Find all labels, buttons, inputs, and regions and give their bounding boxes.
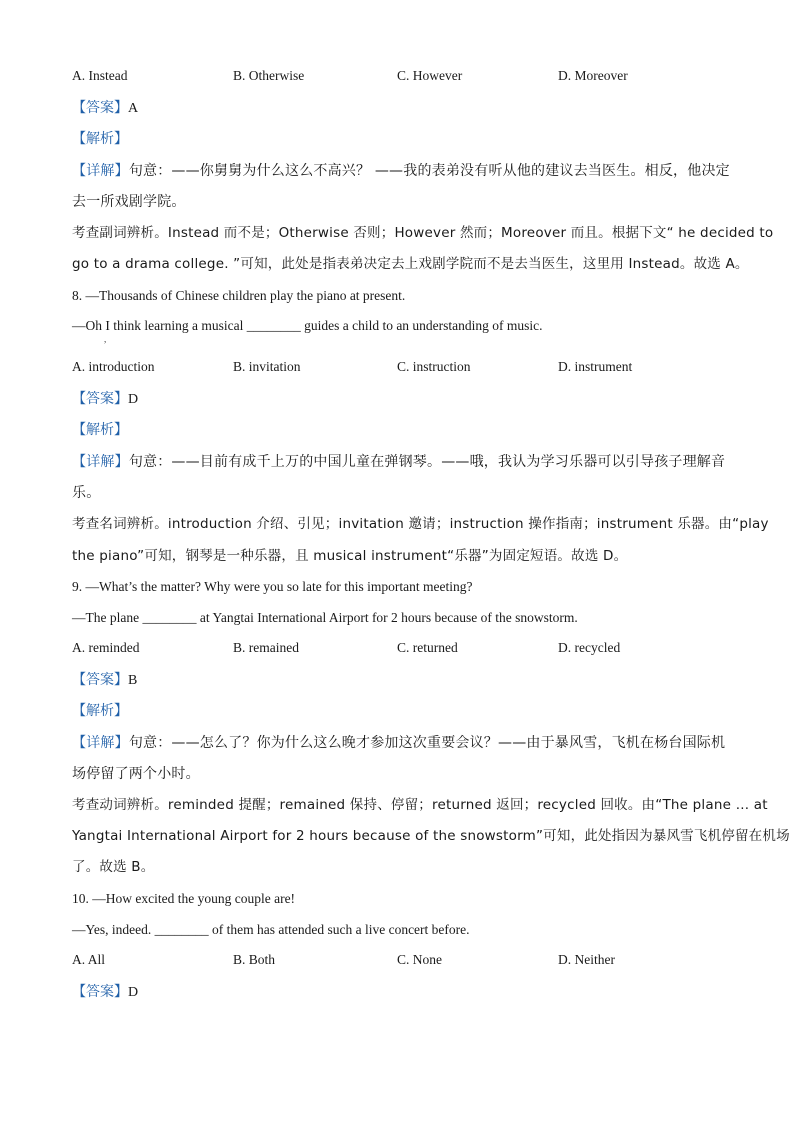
q8-comma-mark: , [104, 334, 107, 344]
detail-text: 句意：——怎么了？你为什么这么晚才参加这次重要会议？——由于暴风雪，飞机在杨台国际机 [128, 735, 726, 751]
q8-detail-line-1 [72, 453, 725, 471]
q8-stem-line-2: —Oh I think learning a musical ________ guides a child to an understanding of music. [72, 318, 543, 333]
q9-detail-line-1 [72, 734, 725, 752]
analysis-tag: 【解析】 [72, 131, 128, 147]
detail-text: 句意：——目前有成千上万的中国儿童在弹钢琴。——哦，我认为学习乐器可以引导孩子理解音 [128, 454, 726, 470]
q8-detail-line-2: 乐。 [72, 485, 101, 501]
q9-option-d: D. recycled [558, 640, 621, 655]
q10-option-b: B. Both [233, 952, 276, 967]
q8-answer [72, 390, 138, 409]
q7-answer [72, 99, 138, 118]
q9-explain-line-3: 了。故选 B。 [72, 859, 155, 875]
answer-value: D [128, 985, 139, 1000]
answer-value: D [128, 392, 139, 407]
q8-option-d: D. instrument [558, 359, 633, 374]
answer-tag: 【答案】 [72, 672, 128, 688]
q8-options [72, 359, 732, 377]
q7-detail-line-1 [72, 162, 730, 180]
q7-explain-line-1: 考查副词辨析。Instead 而不是；Otherwise 否则；However 然而；Moreover 而且。根据下文“ he decided to [72, 225, 774, 241]
q9-stem-line-1: 9. —What’s the matter? Why were you so late for this important meeting? [72, 579, 473, 594]
q8-explain-line-1: 考查名词辨析。introduction 介绍、引见；invitation 邀请；instruction 操作指南；instrument 乐器。由“play [72, 516, 769, 532]
q7-option-c: C. However [397, 68, 463, 83]
q7-options [72, 68, 732, 86]
q7-option-d: D. Moreover [558, 68, 628, 83]
analysis-tag: 【解析】 [72, 422, 128, 438]
q8-option-b: B. invitation [233, 359, 301, 374]
q9-detail-line-2: 场停留了两个小时。 [72, 766, 200, 782]
q10-option-c: C. None [397, 952, 442, 967]
q10-option-a: A. All [72, 952, 106, 967]
q7-option-a: A. Instead [72, 68, 128, 83]
q9-analysis-heading [72, 702, 128, 720]
answer-tag: 【答案】 [72, 391, 128, 407]
answer-value: A [128, 101, 139, 116]
q9-stem-line-2: —The plane ________ at Yangtai International Airport for 2 hours because of the snowstorm. [72, 610, 578, 625]
q9-option-c: C. returned [397, 640, 458, 655]
q9-answer [72, 671, 137, 690]
detail-tag: 【详解】 [72, 163, 129, 179]
answer-tag: 【答案】 [72, 984, 128, 1000]
q8-analysis-heading [72, 421, 128, 439]
q7-analysis-heading [72, 130, 128, 148]
q9-options [72, 640, 732, 658]
q10-stem-line-1: 10. —How excited the young couple are! [72, 891, 296, 906]
detail-tag: 【详解】 [72, 735, 129, 751]
q10-option-d: D. Neither [558, 952, 615, 967]
answer-value: B [128, 673, 138, 688]
detail-tag: 【详解】 [72, 454, 129, 470]
q10-answer [72, 983, 138, 1002]
q9-explain-line-1: 考查动词辨析。reminded 提醒；remained 保持、停留；returned 返回；recycled 回收。由“The plane … at [72, 797, 768, 813]
q8-stem-line-1: 8. —Thousands of Chinese children play the piano at present. [72, 288, 406, 303]
q8-option-a: A. introduction [72, 359, 155, 374]
detail-text: 句意：——你舅舅为什么这么不高兴？ ——我的表弟没有听从他的建议去当医生。相反，他决定 [128, 163, 730, 179]
q8-explain-line-2: the piano”可知，钢琴是一种乐器，且 musical instrument“乐器”为固定短语。故选 D。 [72, 548, 628, 564]
answer-tag: 【答案】 [72, 100, 128, 116]
q10-options [72, 952, 732, 970]
analysis-tag: 【解析】 [72, 703, 128, 719]
q10-stem-line-2: —Yes, indeed. ________ of them has attended such a live concert before. [72, 922, 470, 937]
q8-option-c: C. instruction [397, 359, 471, 374]
q7-option-b: B. Otherwise [233, 68, 305, 83]
q9-option-b: B. remained [233, 640, 299, 655]
q9-option-a: A. reminded [72, 640, 140, 655]
q7-explain-line-2: go to a drama college. ”可知，此处是指表弟决定去上戏剧学院而不是去当医生，这里用 Instead。故选 A。 [72, 256, 749, 272]
q9-explain-line-2: Yangtai International Airport for 2 hours because of the snowstorm”可知，此处指因为暴风雪飞机停留在机场 [72, 828, 790, 844]
q7-detail-line-2: 去一所戏剧学院。 [72, 194, 186, 210]
